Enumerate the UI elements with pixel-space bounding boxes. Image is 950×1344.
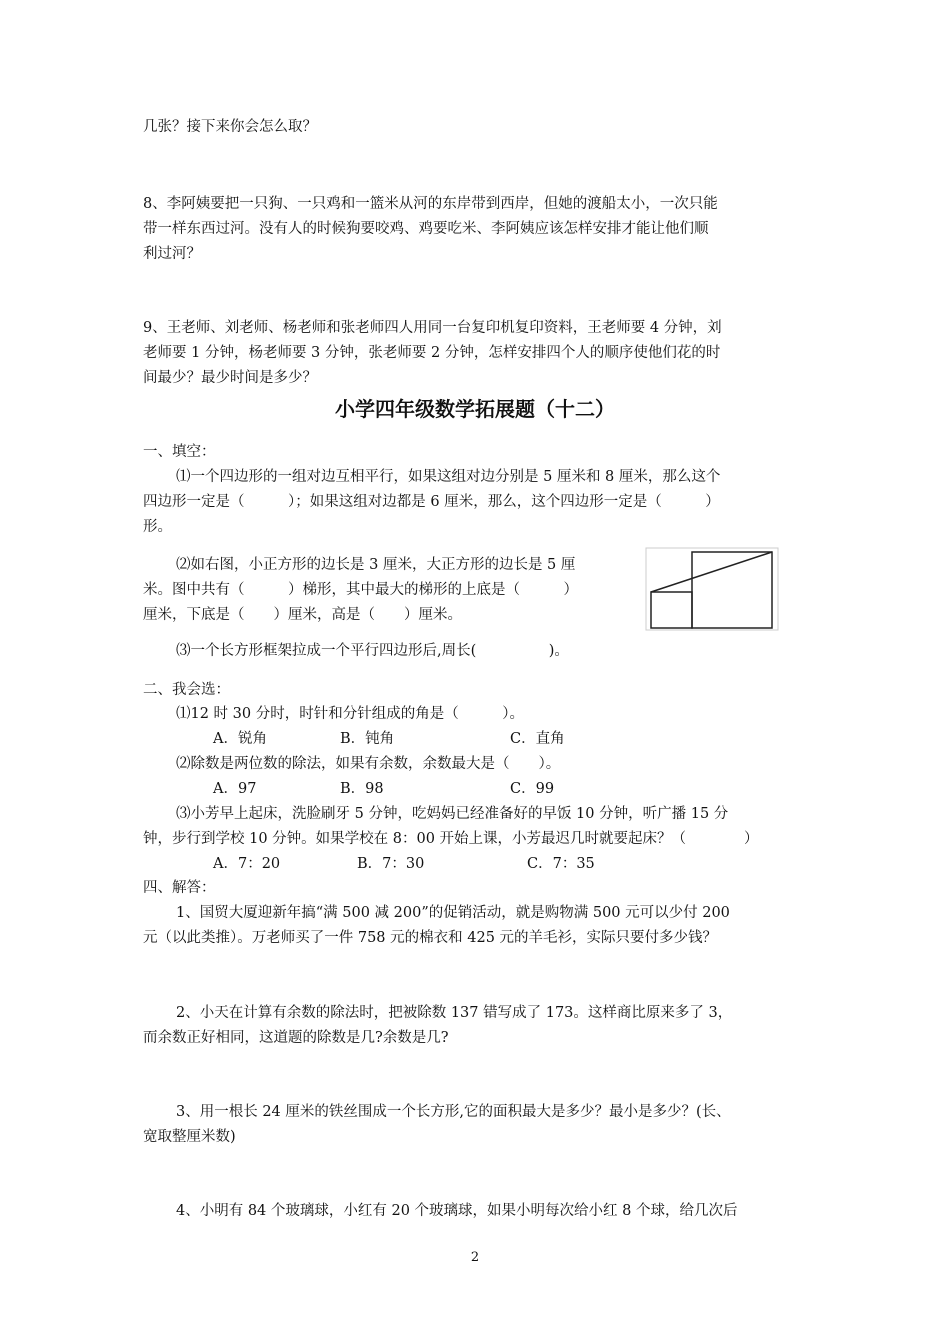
s4-q4-line-1: 4、小明有 84 个玻璃球，小红有 20 个玻璃球，如果小明每次给小红 8 个球，给几次后 bbox=[176, 1203, 738, 1219]
s1-q2-line-2: 米。图中共有（ ）梯形，其中最大的梯形的上底是（ ） bbox=[143, 582, 578, 598]
s2-q1-option-a: A．锐角 bbox=[213, 731, 267, 747]
section4-heading: 四、解答： bbox=[143, 880, 216, 896]
s1-q3: ⑶一个长方形框架拉成一个平行四边形后,周长( )。 bbox=[176, 643, 569, 659]
s4-q1-line-2: 元（以此类推）。万老师买了一件 758 元的棉衣和 425 元的羊毛衫，实际只要付多少钱？ bbox=[143, 930, 718, 946]
s2-q2-option-c: C．99 bbox=[510, 781, 555, 797]
q9-line-1: 9、王老师、刘老师、杨老师和张老师四人用同一台复印机复印资料，王老师要 4 分钟，刘 bbox=[143, 320, 722, 336]
figure-frame bbox=[646, 548, 778, 630]
worksheet-title: 小学四年级数学拓展题（十二） bbox=[335, 397, 615, 421]
s4-q2-line-2: 而余数正好相同，这道题的除数是几?余数是几? bbox=[143, 1030, 449, 1046]
s2-q3-option-a: A．7：20 bbox=[213, 856, 281, 872]
q9-line-2: 老师要 1 分钟，杨老师要 3 分钟，张老师要 2 分钟，怎样安排四个人的顺序使他们花的时 bbox=[143, 345, 721, 361]
q8-line-3: 利过河？ bbox=[143, 246, 201, 262]
s4-q3-line-2: 宽取整厘米数) bbox=[143, 1129, 236, 1145]
s2-q3-option-b: B．7：30 bbox=[357, 856, 425, 872]
s2-q2-option-b: B．98 bbox=[340, 781, 384, 797]
s2-q3-line-1: ⑶小芳早上起床，洗脸刷牙 5 分钟，吃妈妈已经准备好的早饭 10 分钟，听广播 15 分 bbox=[176, 806, 729, 822]
q9-line-3: 间最少？最少时间是多少？ bbox=[143, 370, 317, 386]
squares-figure bbox=[645, 547, 779, 631]
s4-q2-line-1: 2、小天在计算有余数的除法时，把被除数 137 错写成了 173。这样商比原来多了 3， bbox=[176, 1005, 733, 1021]
q7-tail-text: 几张？接下来你会怎么取？ bbox=[143, 119, 317, 135]
page-number: 2 bbox=[470, 1250, 480, 1265]
section1-heading: 一、填空： bbox=[143, 444, 216, 460]
s1-q1-line-1: ⑴一个四边形的一组对边互相平行，如果这组对边分别是 5 厘米和 8 厘米，那么这个 bbox=[176, 469, 721, 485]
s2-q2-option-a: A．97 bbox=[213, 781, 257, 797]
s2-q1-option-b: B．钝角 bbox=[340, 731, 395, 747]
s1-q2-line-1: ⑵如右图，小正方形的边长是 3 厘米，大正方形的边长是 5 厘 bbox=[176, 557, 576, 573]
s2-q2: ⑵除数是两位数的除法，如果有余数，余数最大是（ ）。 bbox=[176, 756, 561, 772]
s2-q1-option-c: C．直角 bbox=[510, 731, 565, 747]
s1-q1-line-2: 四边形一定是（ ）；如果这组对边都是 6 厘米，那么，这个四边形一定是（ ） bbox=[143, 494, 720, 510]
s4-q3-line-1: 3、用一根长 24 厘米的铁丝围成一个长方形,它的面积最大是多少？最小是多少？(长、 bbox=[176, 1104, 731, 1120]
s2-q1: ⑴12 时 30 分时，时针和分针组成的角是（ ）。 bbox=[176, 706, 524, 722]
section2-heading: 二、我会选： bbox=[143, 682, 230, 698]
s2-q3-line-2: 钟，步行到学校 10 分钟。如果学校在 8：00 开始上课，小芳最迟几时就要起床？（ ） bbox=[143, 831, 759, 847]
s4-q1-line-1: 1、国贸大厦迎新年搞“满 500 减 200”的促销活动，就是购物满 500 元可以少付 200 bbox=[176, 905, 730, 921]
s2-q3-option-c: C．7：35 bbox=[527, 856, 595, 872]
s1-q1-line-3: 形。 bbox=[143, 519, 172, 535]
q8-line-1: 8、李阿姨要把一只狗、一只鸡和一篮米从河的东岸带到西岸，但她的渡船太小，一次只能 bbox=[143, 196, 718, 212]
q8-line-2: 带一样东西过河。没有人的时候狗要咬鸡、鸡要吃米、李阿姨应该怎样安排才能让他们顺 bbox=[143, 221, 709, 237]
s1-q2-line-3: 厘米，下底是（ ）厘米，高是（ ）厘米。 bbox=[143, 607, 462, 623]
